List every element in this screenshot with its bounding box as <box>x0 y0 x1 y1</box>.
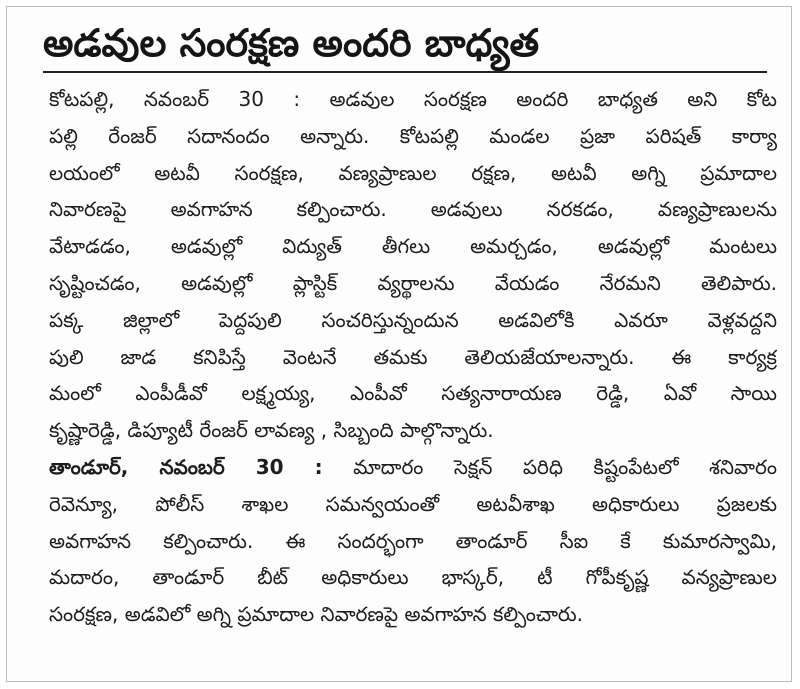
text-line: మంలో ఎంపీడీవో లక్ష్మయ్య, ఎంపీవో సత్యనారాయణ రెడ్డి, ఏవో సాయి <box>49 381 777 406</box>
text-line: సృష్టించడం, అడవుల్లో ప్లాస్టిక్ వ్యర్థాలను వేయడం నేరమని తెలిపారు. <box>49 270 777 295</box>
text-line: లయంలో అటవీ సంరక్షణ, వణ్యప్రాణుల రక్షణ, అటవీ అగ్ని ప్రమాదాల <box>49 160 777 185</box>
text-line: పక్క జిల్లాలో పెద్దపులి సంచరిస్తున్నందున అడవిలోకి ఎవరూ వెళ్లవద్దని <box>49 307 777 332</box>
text-line: వేటాడడం, అడవుల్లో విద్యుత్ తీగలు అమర్చడం, అడవుల్లో మంటలు <box>49 234 777 259</box>
story-tandur <box>49 449 777 633</box>
text-line: కృష్ణారెడ్డి, డిప్యూటీ రేంజర్ లావణ్య , సిబ్బంది పాల్గొన్నారు. <box>49 418 494 443</box>
text-line: సంరక్షణ, అడవిలో అగ్ని ప్రమాదాల నివారణపై అవగాహన కల్పించారు. <box>49 602 584 627</box>
dateline: తాండూర్, నవంబర్ 30 : <box>49 454 323 479</box>
article-body <box>49 81 777 633</box>
text-line: మదారం, తాండూర్ బీట్ అధికారులు భాస్కర్, టీ గోపీకృష్ణ వన్యప్రాణుల <box>49 565 777 590</box>
story-kotapalli <box>49 81 777 449</box>
text-line-dateline <box>49 449 777 486</box>
text-line: కోటపల్లి, నవంబర్ 30 : అడవుల సంరక్షణ అందరి బాధ్యత అని కోట <box>49 87 777 111</box>
headline-rule <box>43 71 767 73</box>
text-line: రెవెన్యూ, పోలీస్ శాఖల సమన్వయంతో అటవీశాఖ అధికారులు ప్రజలకు <box>49 491 777 516</box>
newspaper-clipping <box>6 6 792 682</box>
text-line: అవగాహన కల్పించారు. ఈ సందర్భంగా తాండూర్ సీఐ కే కుమారస్వామి, <box>49 528 777 553</box>
text-line: పులి జాడ కనిపిస్తే వెంటనే తమకు తెలియజేయాలన్నారు. ఈ కార్యక్ర <box>49 344 777 369</box>
text-line: నివారణపై అవగాహన కల్పించారు. అడవులు నరకడం, వణ్యప్రాణులను <box>49 197 777 222</box>
text-line: పల్లి రేంజర్ సదానందం అన్నారు. కోటపల్లి మండల ప్రజా పరిషత్ కార్యా <box>49 123 777 148</box>
article-headline: అడవుల సంరక్షణ అందరి బాధ్యత <box>43 21 540 65</box>
text-line-rest: మాదారం సెక్షన్ పరిధి కిష్టంపేటలో శనివారం <box>322 454 777 479</box>
